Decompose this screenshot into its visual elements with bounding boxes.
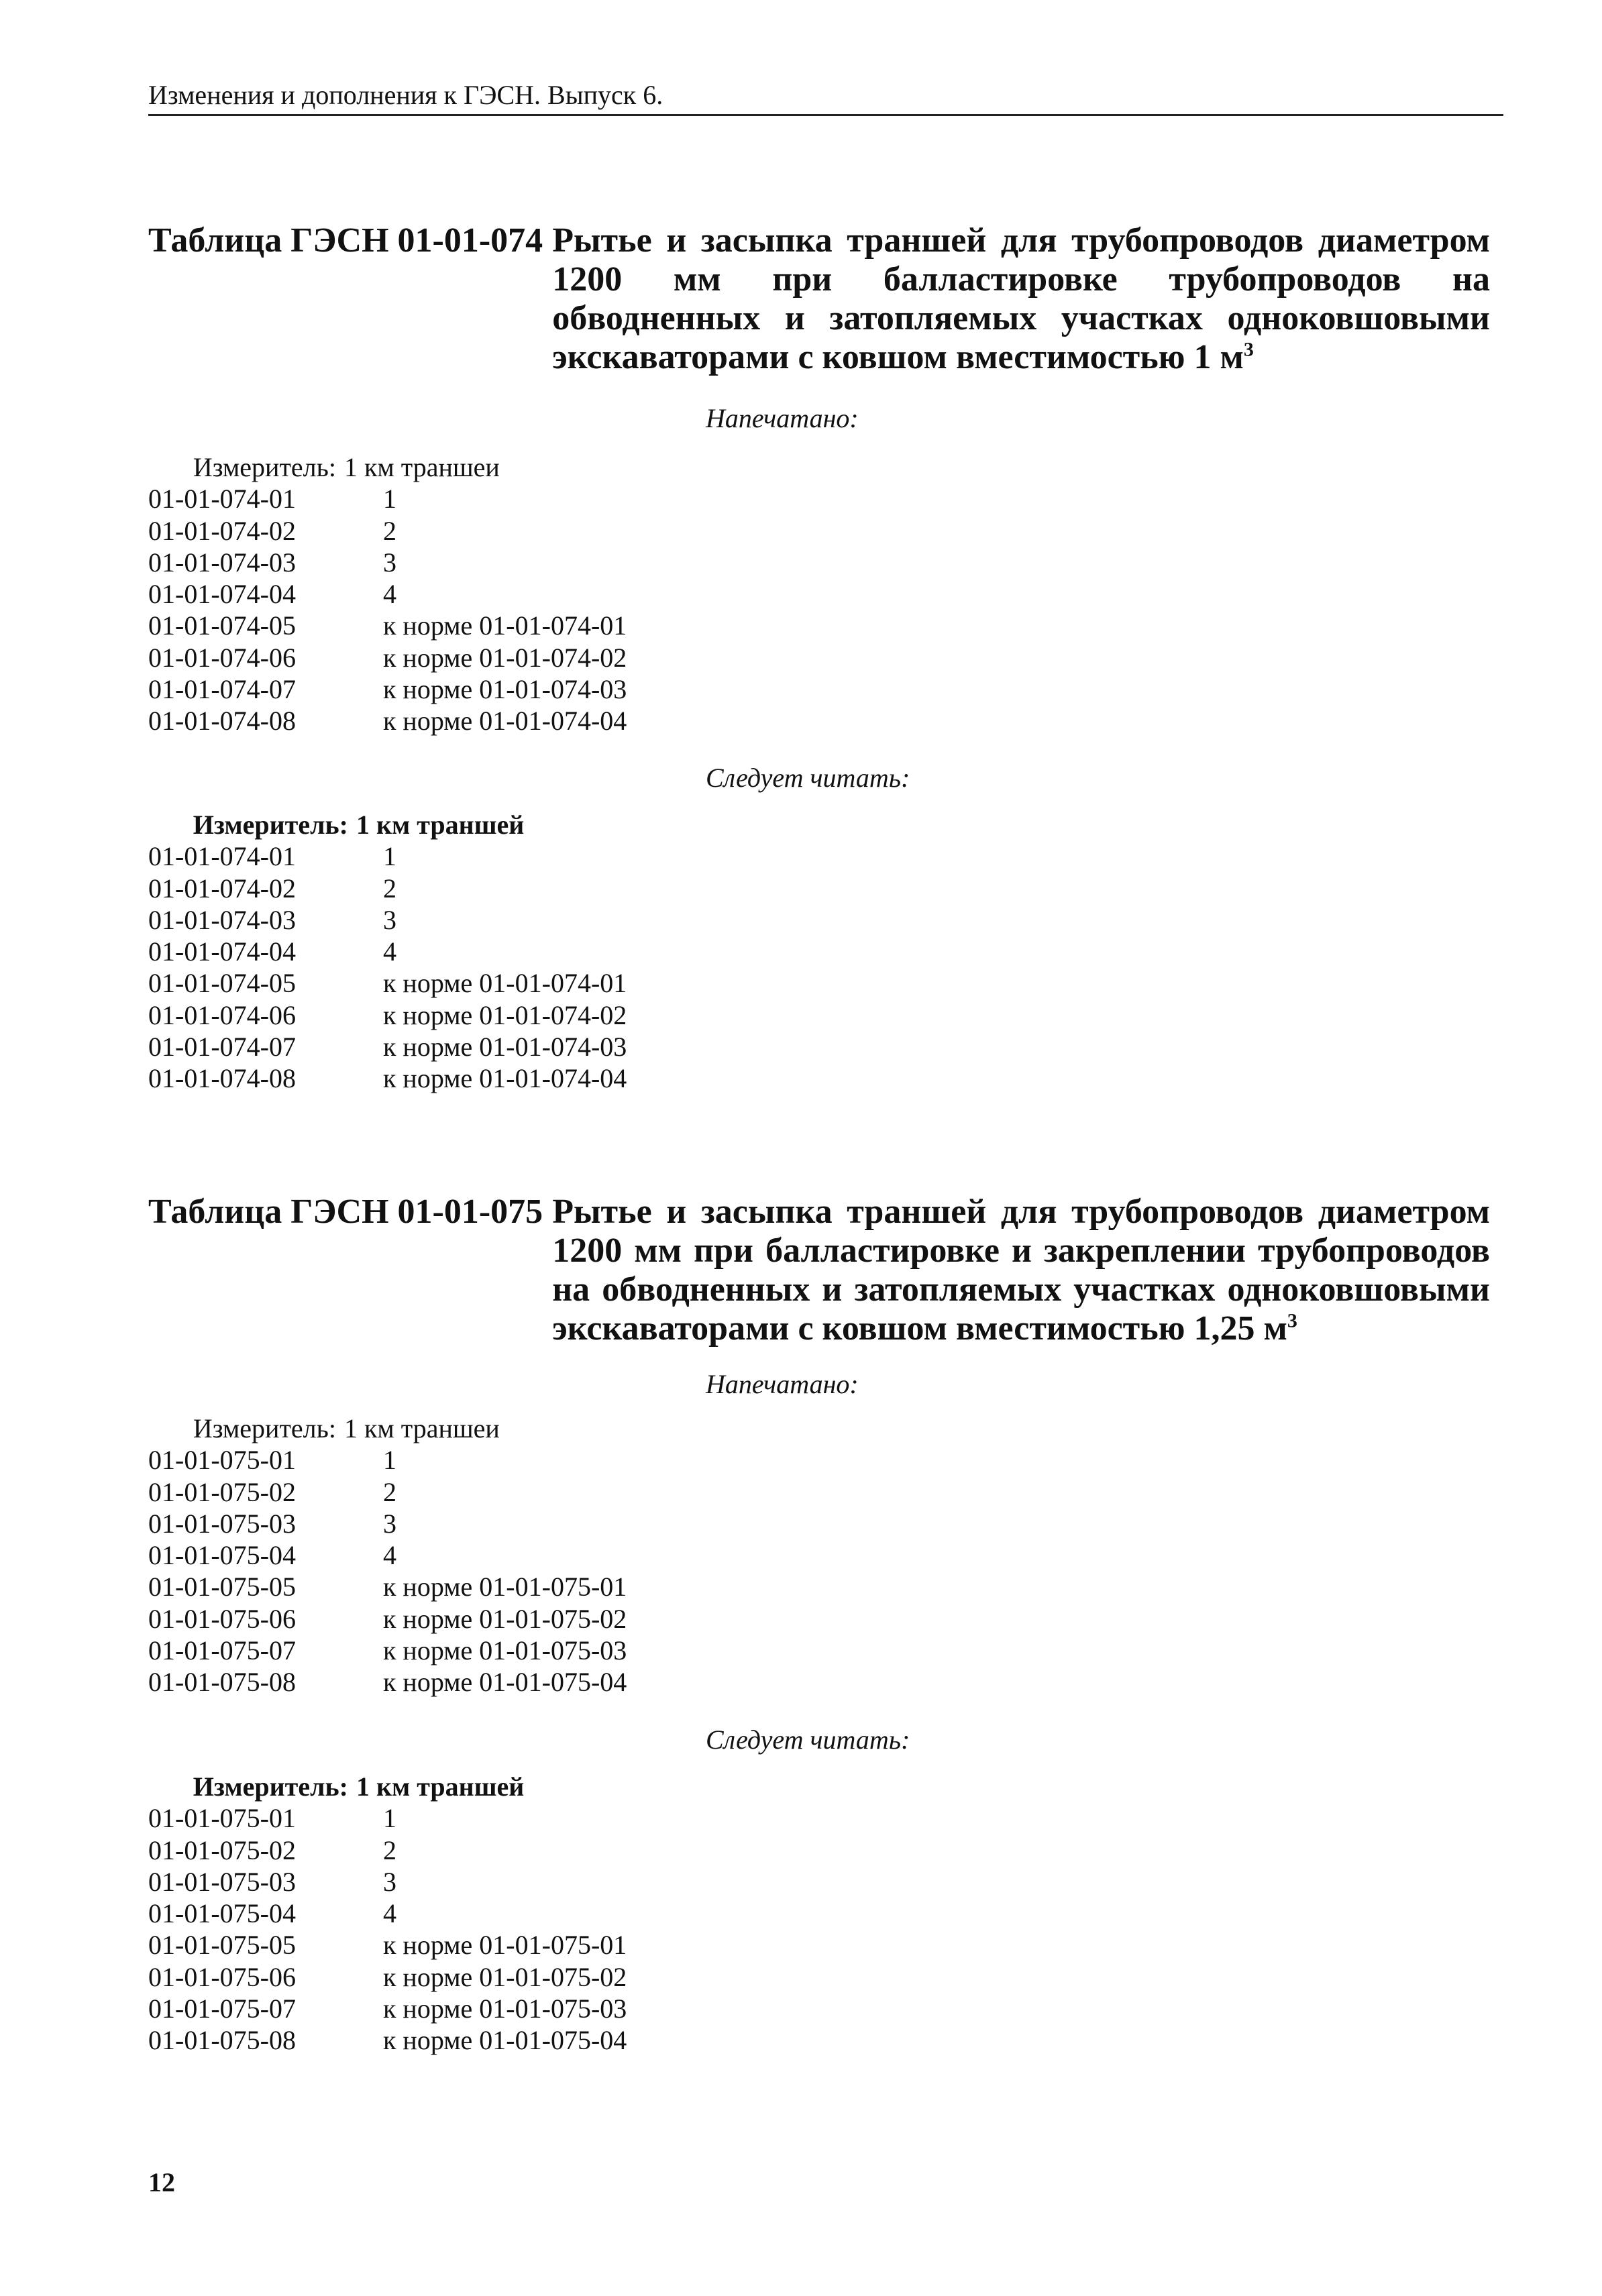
norm-code: 01-01-075-08 [148, 2025, 296, 2056]
norm-value: к норме 01-01-075-01 [383, 1572, 627, 1602]
norm-code: 01-01-075-02 [148, 1476, 296, 1507]
norm-value: к норме 01-01-074-04 [383, 1063, 627, 1094]
norm-code: 01-01-075-05 [148, 1572, 296, 1602]
norm-value: 2 [383, 873, 396, 904]
norm-value: 1 [383, 1445, 396, 1476]
list-item [148, 967, 627, 999]
page-header: Изменения и дополнения к ГЭСН. Выпуск 6. [148, 79, 1503, 116]
printed-caption: Напечатано: [706, 1369, 859, 1399]
list-item [148, 936, 627, 967]
list-item [148, 1866, 627, 1898]
norm-value: 4 [383, 1898, 396, 1929]
norm-value: 1 [383, 841, 396, 872]
meter-row [148, 1771, 627, 1802]
list-item [148, 515, 627, 547]
list-item [148, 904, 627, 936]
meter-value: 1 км траншеи [344, 452, 500, 482]
meter-label: Измеритель: [193, 452, 336, 482]
meter-label: Измеритель: [193, 1771, 348, 1802]
corrected-list-074 [148, 809, 627, 1095]
norm-code: 01-01-074-03 [148, 547, 296, 578]
norm-code: 01-01-075-06 [148, 1961, 296, 1992]
meter-label: Измеритель: [193, 1413, 336, 1443]
norm-code: 01-01-074-01 [148, 484, 296, 514]
norm-value: к норме 01-01-075-03 [383, 1635, 627, 1666]
norm-value: 1 [383, 484, 396, 514]
norm-code: 01-01-075-04 [148, 1898, 296, 1929]
table-label: Таблица ГЭСН 01-01-074 [148, 221, 543, 260]
norm-value: 3 [383, 1508, 396, 1539]
list-item [148, 840, 627, 872]
norm-value: к норме 01-01-075-02 [383, 1603, 627, 1634]
norm-value: 2 [383, 515, 396, 546]
norm-code: 01-01-074-07 [148, 674, 296, 705]
norm-value: 4 [383, 936, 396, 967]
list-item [148, 1603, 627, 1635]
norm-value: 2 [383, 1476, 396, 1507]
norm-code: 01-01-074-02 [148, 873, 296, 904]
norm-code: 01-01-074-06 [148, 999, 296, 1030]
norm-code: 01-01-075-05 [148, 1930, 296, 1961]
norm-value: 3 [383, 904, 396, 935]
list-item [148, 1476, 627, 1508]
list-item [148, 1062, 627, 1094]
norm-value: к норме 01-01-075-02 [383, 1961, 627, 1992]
meter-value: 1 км траншей [356, 1771, 525, 1802]
list-item [148, 1961, 627, 1993]
norm-value: к норме 01-01-074-02 [383, 642, 627, 673]
norm-code: 01-01-075-03 [148, 1508, 296, 1539]
norm-value: 1 [383, 1803, 396, 1834]
norm-code: 01-01-075-03 [148, 1866, 296, 1897]
list-item [148, 1539, 627, 1571]
list-item [148, 1929, 627, 1961]
norm-code: 01-01-074-06 [148, 642, 296, 673]
norm-value: 2 [383, 1835, 396, 1865]
norm-value: 4 [383, 579, 396, 610]
corrected-list-075 [148, 1771, 627, 2057]
norm-code: 01-01-074-04 [148, 936, 296, 967]
table-description: Рытье и засыпка траншей для трубопроводов диаметром 1200 мм при балластировке трубопроводов на обводненных и затопляемых участках одноковшовыми экскаваторами с ковшом вместимостью 1 $м^3$ [552, 221, 1490, 376]
table-075-title [148, 1193, 1490, 1348]
list-item [148, 1508, 627, 1539]
list-item [148, 1635, 627, 1666]
norm-code: 01-01-075-07 [148, 1635, 296, 1666]
norm-value: к норме 01-01-074-01 [383, 610, 627, 641]
norm-code: 01-01-075-01 [148, 1803, 296, 1834]
list-item [148, 642, 627, 673]
corrected-caption: Следует читать: [706, 763, 910, 793]
norm-code: 01-01-074-08 [148, 1063, 296, 1094]
norm-value: к норме 01-01-075-04 [383, 1667, 627, 1698]
norm-code: 01-01-074-03 [148, 904, 296, 935]
table-074-title [148, 221, 1490, 377]
meter-value: 1 км траншей [356, 810, 525, 840]
list-item [148, 705, 627, 736]
list-item [148, 610, 627, 641]
superscript: 3 [1287, 1309, 1297, 1332]
list-item [148, 1571, 627, 1602]
norm-value: к норме 01-01-074-04 [383, 706, 627, 736]
printed-caption: Напечатано: [706, 403, 859, 433]
list-item [148, 1444, 627, 1476]
norm-code: 01-01-074-07 [148, 1032, 296, 1062]
norm-code: 01-01-075-07 [148, 1993, 296, 2024]
meter-row [148, 1413, 627, 1444]
list-item [148, 873, 627, 904]
norm-value: 3 [383, 1866, 396, 1897]
norm-code: 01-01-074-05 [148, 610, 296, 641]
list-item [148, 1898, 627, 1929]
table-label: Таблица ГЭСН 01-01-075 [148, 1193, 543, 1231]
norm-value: к норме 01-01-075-01 [383, 1930, 627, 1961]
norm-value: к норме 01-01-074-03 [383, 1032, 627, 1062]
norm-value: к норме 01-01-074-03 [383, 674, 627, 705]
norm-value: к норме 01-01-075-03 [383, 1993, 627, 2024]
meter-row [148, 451, 627, 483]
norm-value: 4 [383, 1540, 396, 1571]
list-item [148, 578, 627, 610]
norm-value: к норме 01-01-075-04 [383, 2025, 627, 2056]
norm-code: 01-01-075-02 [148, 1835, 296, 1865]
norm-code: 01-01-074-08 [148, 706, 296, 736]
list-item [148, 1835, 627, 1866]
norm-code: 01-01-075-06 [148, 1603, 296, 1634]
list-item [148, 483, 627, 514]
printed-list-075 [148, 1413, 627, 1698]
norm-value: к норме 01-01-074-01 [383, 968, 627, 999]
list-item [148, 1666, 627, 1698]
printed-list-074 [148, 451, 627, 737]
norm-code: 01-01-075-01 [148, 1445, 296, 1476]
meter-label: Измеритель: [193, 810, 348, 840]
list-item [148, 547, 627, 578]
norm-code: 01-01-075-04 [148, 1540, 296, 1571]
norm-code: 01-01-074-02 [148, 515, 296, 546]
norm-code: 01-01-075-08 [148, 1667, 296, 1698]
norm-code: 01-01-074-05 [148, 968, 296, 999]
corrected-caption: Следует читать: [706, 1725, 910, 1755]
list-item [148, 1993, 627, 2024]
norm-value: к норме 01-01-074-02 [383, 999, 627, 1030]
list-item [148, 999, 627, 1031]
superscript: 3 [1243, 338, 1254, 361]
page-number: 12 [148, 2167, 175, 2197]
list-item [148, 2024, 627, 2056]
meter-row [148, 809, 627, 840]
list-item [148, 1031, 627, 1062]
norm-value: 3 [383, 547, 396, 578]
meter-value: 1 км траншеи [344, 1413, 500, 1443]
table-description: Рытье и засыпка траншей для трубопроводов диаметром 1200 мм при балластировке и закреплении трубопроводов на обводненных и затопляемых участках одноковшовыми экскаваторами с ковшом вместимостью 1,25 $м^3$ [552, 1193, 1490, 1348]
list-item [148, 673, 627, 705]
list-item [148, 1802, 627, 1834]
norm-code: 01-01-074-04 [148, 579, 296, 610]
norm-code: 01-01-074-01 [148, 841, 296, 872]
